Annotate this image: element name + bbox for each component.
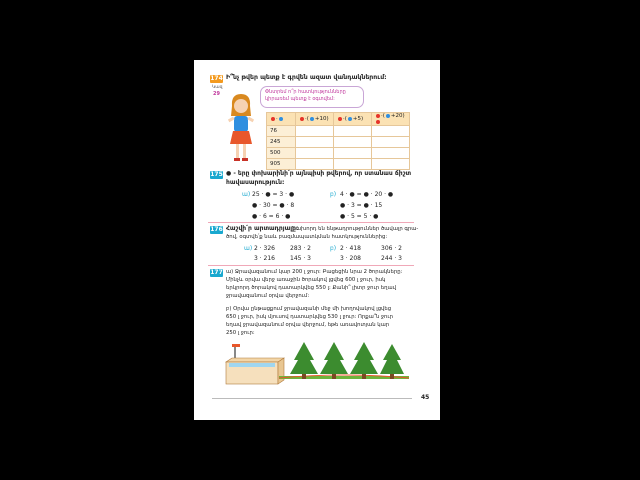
table-header-cell: · [267,113,296,126]
exercise-177-b-line-2: 650 լ ջուր, իսկ մյուսով դատարկվեց 530 լ ջուր: Որքա՞ն ջուր [226,314,393,320]
table-header-cell: ·( +20) [372,113,410,126]
table-cell: 245 [267,137,296,148]
exercise-175-b-3: ● · 5 = 5 · ● [340,213,379,220]
empty-cell [334,148,372,159]
exercise-177-a-line-3: երկրորդ ծորակով դատարկվեց 550 լ: Քանի՞ լիտր ջուր եղավ [226,285,397,291]
table-row [267,148,410,159]
table-row [267,159,410,170]
exercise-number-176: 176 [210,226,223,233]
exercise-175-b-2: ● · 3 = ● · 15 [340,202,383,209]
exercise-175-title: ● - երը փոխարինի՛ր այնպիսի թվերով, որ ստանաս ճիշտ [226,170,412,177]
empty-cell [296,126,334,137]
exercise-177-b-line-4: 250 լ ջուր: [226,330,255,336]
exercise-177-b-line-3: եղավ ջրավազանում օրվա վերջում, եթե առավոտյան կար [226,322,390,328]
empty-cell [372,137,410,148]
table-header-cell: ·( +5) [334,113,372,126]
empty-cell [372,148,410,159]
exercise-176-a-1: 2 · 326 [254,245,275,252]
empty-cell [372,159,410,170]
exercise-177-b-line-1: բ) Օրվա ընթացքում ջրավազանի մեջ մի խողովակով լցվեց [226,306,392,312]
exercise-176-desc-2: ծով, օգտվե՛ք նաև բազմապատկման հատկություններից: [226,234,388,240]
table-header-cell: ·( +10) [296,113,334,126]
exercise-175-a-label: ա) [242,191,251,198]
empty-cell [296,159,334,170]
empty-cell [372,126,410,137]
exercise-176-desc-1: Նախորդ են ենթադրություններ ծավալր գրա- [292,226,419,232]
exercise-176-b-4: 244 · 3 [381,255,402,262]
empty-cell [296,148,334,159]
exercise-176-b-3: 3 · 208 [340,255,361,262]
exercise-number-174: 174 [210,75,223,82]
table-header-row [267,113,410,126]
divider [208,222,414,223]
exercise-175-b-label: բ) [330,191,337,198]
exercise-175-a-1: 25 · ● = 3 · ● [252,191,295,198]
exercise-174-title: Ի՞նչ թվեր պետք է գրվեն ազատ վանդակներում: [226,74,387,81]
exercise-176-b-2: 306 · 2 [381,245,402,252]
exercise-174-tag: Կազ [212,85,223,90]
speech-bubble: Փնտրեմ ո՞ր հատկությունները կիրառեմ պետք է օգտվեմ: [260,86,364,108]
exercise-174-table [266,112,410,170]
empty-cell [334,159,372,170]
exercise-175-title-2: հավասարություն: [226,179,285,186]
exercise-175-a-2: ● · 30 = ● · 8 [252,202,295,209]
exercise-number-175: 175 [210,171,223,178]
exercise-175-a-3: ● · 6 = 6 · ● [252,213,291,220]
table-row [267,137,410,148]
exercise-176-a-label: ա) [244,245,253,252]
empty-cell [334,137,372,148]
exercise-177-a-line-1: ա) Ջրավազանում կար 200 լ ջուր: Բացեցին նրա 2 ծորակները: [226,269,403,275]
textbook-page [194,60,440,420]
exercise-number-177: 177 [210,269,223,276]
table-row [267,126,410,137]
table-cell: 905 [267,159,296,170]
exercise-176-a-4: 145 · 3 [290,255,311,262]
table-cell: 500 [267,148,296,159]
empty-cell [296,137,334,148]
fir-trees [290,342,404,374]
exercise-175-b-1: 4 · ● = ● · 20 · ● [340,191,394,198]
water-tank [226,344,284,384]
exercise-174-tag-num: 29 [213,91,220,97]
exercise-177-a-line-4: ջրավազանում օրվա վերջում: [226,293,310,299]
empty-cell [334,126,372,137]
water-tank-trees-illustration [224,340,414,390]
exercise-176-title: Հաշվի՛ր արտադրյալը: [226,225,299,232]
exercise-177-a-line-2: Մինչև օրվա վերջ առաջին ծորակով լցվեց 600 լ ջուր, իսկ [226,277,386,283]
exercise-176-a-2: 283 · 2 [290,245,311,252]
page-number: 45 [421,394,430,401]
exercise-176-a-3: 3 · 216 [254,255,275,262]
footer-line [212,398,412,399]
exercise-176-b-1: 2 · 418 [340,245,361,252]
girl-illustration [224,94,258,172]
exercise-176-b-label: բ) [330,245,337,252]
table-cell: 76 [267,126,296,137]
divider [208,265,414,266]
